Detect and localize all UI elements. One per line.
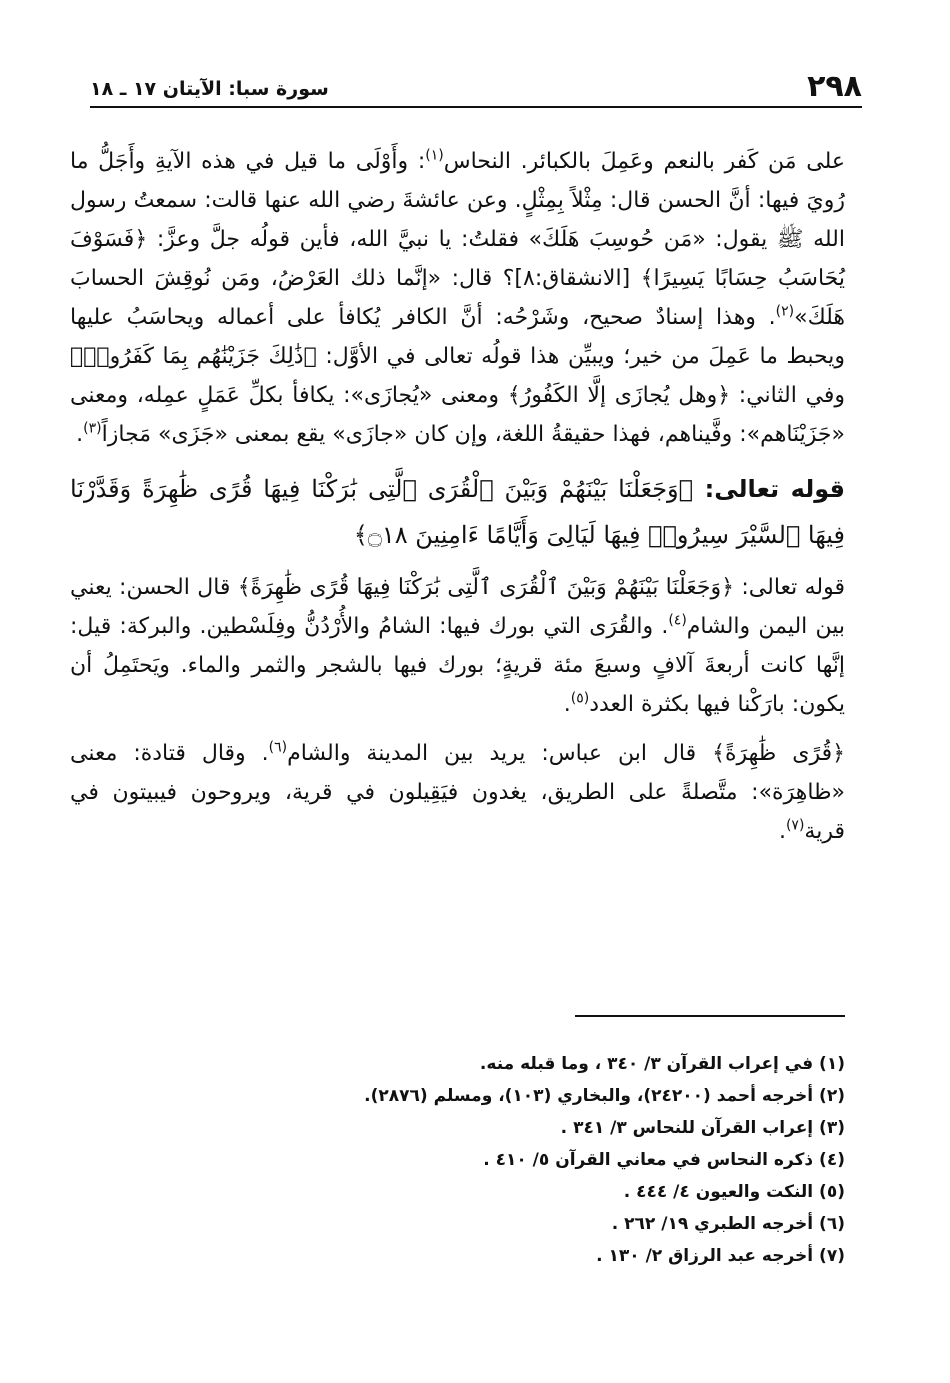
quran-verse: ﴿قُرًى ظَٰهِرَةً﴾ [712, 741, 846, 766]
footnote-ref-5[interactable]: (٥) [570, 690, 590, 707]
footnote-ref-7[interactable]: (٧) [785, 817, 805, 834]
footnote-ref-3[interactable]: (٣) [83, 420, 102, 437]
footnote-3: (٣) إعراب القرآن للنحاس ٣/ ٣٤١ . [560, 1118, 845, 1138]
footnotes [90, 1048, 845, 1272]
quran-verse: ﴿ذَٰلِكَ جَزَيْنَٰهُم بِمَا كَفَرُوا۟﴾ [70, 344, 317, 369]
verse-heading-label: قوله تعالى: [704, 475, 846, 503]
paragraph-2: قوله تعالى: ﴿وَجَعَلْنَا بَيْنَهُمْ وَبَيْنَ ٱلْقُرَى ٱلَّتِى بَٰرَكْنَا فِيهَا قُرًى ظَٰهِرَةً﴾ قال الحسن: يعني بين اليمن والشام$^{(٤)}$. والقُرَى التي بورك فيها: الشامُ والأُرْدُنُّ وفِلَسْطين. والبركة: قيل: إنَّها كانت أربعةَ آلافٍ وسبعَ مئة قريةٍ؛ بورك فيها بالشجر والثمر والماء. ويَحتَمِلُ أن يكون: بارَكْنا فيها بكثرة العدد$^{(٥)}$. [70, 575, 846, 717]
verse-heading-text: ﴿وَجَعَلْنَا بَيْنَهُمْ وَبَيْنَ ٱلْقُرَى ٱلَّتِى بَٰرَكْنَا فِيهَا قُرًى ظَٰهِرَةً وَقَدَّرْنَا فِيهَا ٱلسَّيْرَ سِيرُوا۟ فِيهَا لَيَالِىَ وَأَيَّامًا ءَامِنِينَ ۝١٨﴾ [70, 475, 845, 549]
main-text [70, 142, 845, 851]
quran-verse: ﴿وَجَعَلْنَا بَيْنَهُمْ وَبَيْنَ ٱلْقُرَى ٱلَّتِى بَٰرَكْنَا فِيهَا قُرًى ظَٰهِرَةً﴾ [237, 575, 735, 600]
footnote-ref-1[interactable]: (١) [425, 147, 444, 164]
footnote-ref-2[interactable]: (٢) [775, 303, 795, 320]
footnote-4: (٤) ذكره النحاس في معاني القرآن ٥/ ٤١٠ . [483, 1150, 845, 1170]
page-number: ٢٩٨ [807, 69, 862, 104]
footnote-ref-4[interactable]: (٤) [668, 612, 687, 629]
footnote-1: (١) في إعراب القرآن ٣/ ٣٤٠ ، وما قبله منه. [479, 1054, 845, 1074]
footnote-2: (٢) أخرجه أحمد (٢٤٢٠٠)، والبخاري (١٠٣)، ومسلم (٢٨٧٦). [364, 1086, 845, 1106]
footnote-ref-6[interactable]: (٦) [268, 739, 288, 756]
running-title: سورة سبا: الآيتان ١٧ ـ ١٨ [90, 78, 329, 100]
quran-verse: ﴿فَسَوْفَ يُحَاسَبُ حِسَابًا يَسِيرًا﴾ [70, 227, 845, 291]
page-header [90, 70, 862, 108]
footnote-5: (٥) النكت والعيون ٤/ ٤٤٤ . [623, 1182, 845, 1202]
footnote-6: (٦) أخرجه الطبري ١٩/ ٢٦٢ . [611, 1214, 845, 1234]
footnote-7: (٧) أخرجه عبد الرزاق ٢/ ١٣٠ . [596, 1246, 845, 1266]
footnote-divider [575, 1015, 845, 1017]
paragraph-1: على مَن كَفر بالنعم وعَمِلَ بالكبائر. النحاس$^{(١)}$: وأَوْلَى ما قيل في هذه الآيةِ وأَجَلُّ ما رُويَ فيها: أنَّ الحسن قال: مِثْلاً بِمِثْلٍ. وعن عائشةَ رضي الله عنها قالت: سمعتُ رسول الله ﷺ يقول: «مَن حُوسِبَ هَلَكَ» فقلتُ: يا نبيَّ الله، فأين قولُه جلَّ وعزَّ: ﴿فَسَوْفَ يُحَاسَبُ حِسَابًا يَسِيرًا﴾ [الانشقاق:٨]؟ قال: «إنَّما ذلك العَرْضُ، ومَن نُوقِشَ الحسابَ هَلَكَ»$^{(٢)}$. وهذا إسنادٌ صحيح، وشَرْحُه: أنَّ الكافر يُكافأ على أعماله ويحاسَبُ عليها ويحبط ما عَمِلَ من خير؛ ويبيِّن هذا قولُه تعالى في الأوَّل: ﴿ذَٰلِكَ جَزَيْنَٰهُم بِمَا كَفَرُوا۟﴾ وفي الثاني: ﴿وهل يُجازَى إلَّا الكَفُورُ﴾ ومعنى «يُجازَى»: يكافأ بكلِّ عَمَلٍ عمِله، ومعنى «جَزَيْنَاهم»: وفَّيناهم، فهذا حقيقةُ اللغة، وإن كان «جازَى» يقع بمعنى «جَزَى» مَجازاً$^{(٣)}$. [70, 147, 845, 447]
verse-heading [70, 466, 845, 558]
paragraph-3: ﴿قُرًى ظَٰهِرَةً﴾ قال ابن عباس: يريد بين المدينة والشام$^{(٦)}$. وقال قتادة: معنى «ظاهِرَة»: متَّصلةً على الطريق، يغدون فيَقِيلون في قرية، ويروحون فيبيتون في قرية$^{(٧)}$. [70, 739, 846, 844]
